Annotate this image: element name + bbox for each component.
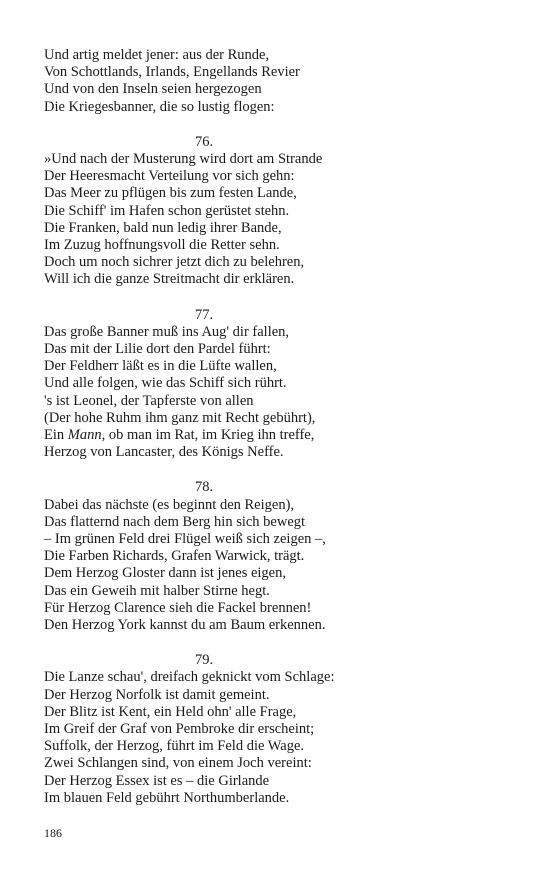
verse-line: Das Meer zu pflügen bis zum festen Lande, xyxy=(44,185,297,202)
verse-line: Die Franken, bald nun ledig ihrer Bande, xyxy=(44,219,282,236)
verse-line: Die Lanze schau', dreifach geknickt vom Schlage: xyxy=(44,669,335,686)
verse-line: Und alle folgen, wie das Schiff sich rührt. xyxy=(44,375,287,392)
verse-line: Zwei Schlangen sind, von einem Joch vereint: xyxy=(44,755,312,772)
verse-line: Die Farben Richards, Grafen Warwick, trägt. xyxy=(44,548,305,565)
verse-line: Und artig meldet jener: aus der Runde, xyxy=(44,47,270,63)
verse-line: Das mit der Lilie dort den Pardel führt: xyxy=(44,341,271,358)
verse-line: Das große Banner muß ins Aug' dir fallen, xyxy=(44,323,290,340)
verse-line: Der Herzog Essex ist es – die Girlande xyxy=(44,772,270,789)
verse-line: Die Schiff' im Hafen schon gerüstet stehn. xyxy=(44,202,290,219)
stanza-number: 79. xyxy=(194,652,214,669)
verse-line: Für Herzog Clarence sieh die Fackel brennen! xyxy=(44,599,312,616)
verse-line: Herzog von Lancaster, des Königs Neffe. xyxy=(44,444,284,461)
verse-line: Das flatternd nach dem Berg hin sich bewegt xyxy=(44,513,306,530)
verse-line: Die Kriegesbanner, die so lustig flogen: xyxy=(44,98,275,115)
verse-line: Will ich die ganze Streitmacht dir erklären. xyxy=(44,271,295,288)
stanza-77 xyxy=(44,307,364,462)
verse-line: »Und nach der Musterung wird dort am Strande xyxy=(44,151,323,167)
verse-line: Der Feldherr läßt es in die Lüfte wallen, xyxy=(44,358,277,375)
stanza-79 xyxy=(44,652,364,807)
verse-line: (Der hohe Ruhm ihm ganz mit Recht gebührt), xyxy=(44,409,316,426)
verse-line: Den Herzog York kannst du am Baum erkennen. xyxy=(44,617,326,634)
verse-line: Im blauen Feld gebührt Northumberlande. xyxy=(44,789,290,806)
page-number: 186 xyxy=(44,826,62,840)
verse-line: Dabei das nächste (es beginnt den Reigen), xyxy=(44,496,295,513)
verse-line: 's ist Leonel, der Tapferste von allen xyxy=(44,392,254,409)
stanza-number: 77. xyxy=(194,306,214,323)
verse-line: Das ein Geweih mit halber Stirne hegt. xyxy=(44,582,270,599)
verse-line: Suffolk, der Herzog, führt im Feld die Wage. xyxy=(44,738,305,755)
verse-line: Von Schottlands, Irlands, Engellands Revier xyxy=(44,64,300,81)
verse-line: Der Heeresmacht Verteilung vor sich gehn: xyxy=(44,168,295,185)
stanza-78 xyxy=(44,479,364,634)
stanza-number: 78. xyxy=(194,479,214,496)
verse-line: Dem Herzog Gloster dann ist jenes eigen, xyxy=(44,565,286,582)
stanza-76 xyxy=(44,134,364,289)
verse-line: Im Zuzug hoffnungsvoll die Retter sehn. xyxy=(44,237,280,254)
stanza-75-continuation xyxy=(44,47,364,116)
verse-line: Der Herzog Norfolk ist damit gemeint. xyxy=(44,686,270,703)
verse-line: Und von den Inseln seien hergezogen xyxy=(44,81,262,98)
verse-line: Der Blitz ist Kent, ein Held ohn' alle Frage, xyxy=(44,703,297,720)
emphasized-word: Mann xyxy=(67,427,102,444)
stanza-number: 76. xyxy=(194,133,214,150)
poem-page xyxy=(44,47,364,807)
verse-line: – Im grünen Feld drei Flügel weiß sich zeigen –, xyxy=(44,531,326,548)
verse-line: Im Greif der Graf von Pembroke dir erscheint; xyxy=(44,721,315,738)
verse-line: Ein Mann, ob man im Rat, im Krieg ihn treffe, xyxy=(44,427,315,444)
verse-line: Doch um noch sichrer jetzt dich zu belehren, xyxy=(44,254,305,271)
